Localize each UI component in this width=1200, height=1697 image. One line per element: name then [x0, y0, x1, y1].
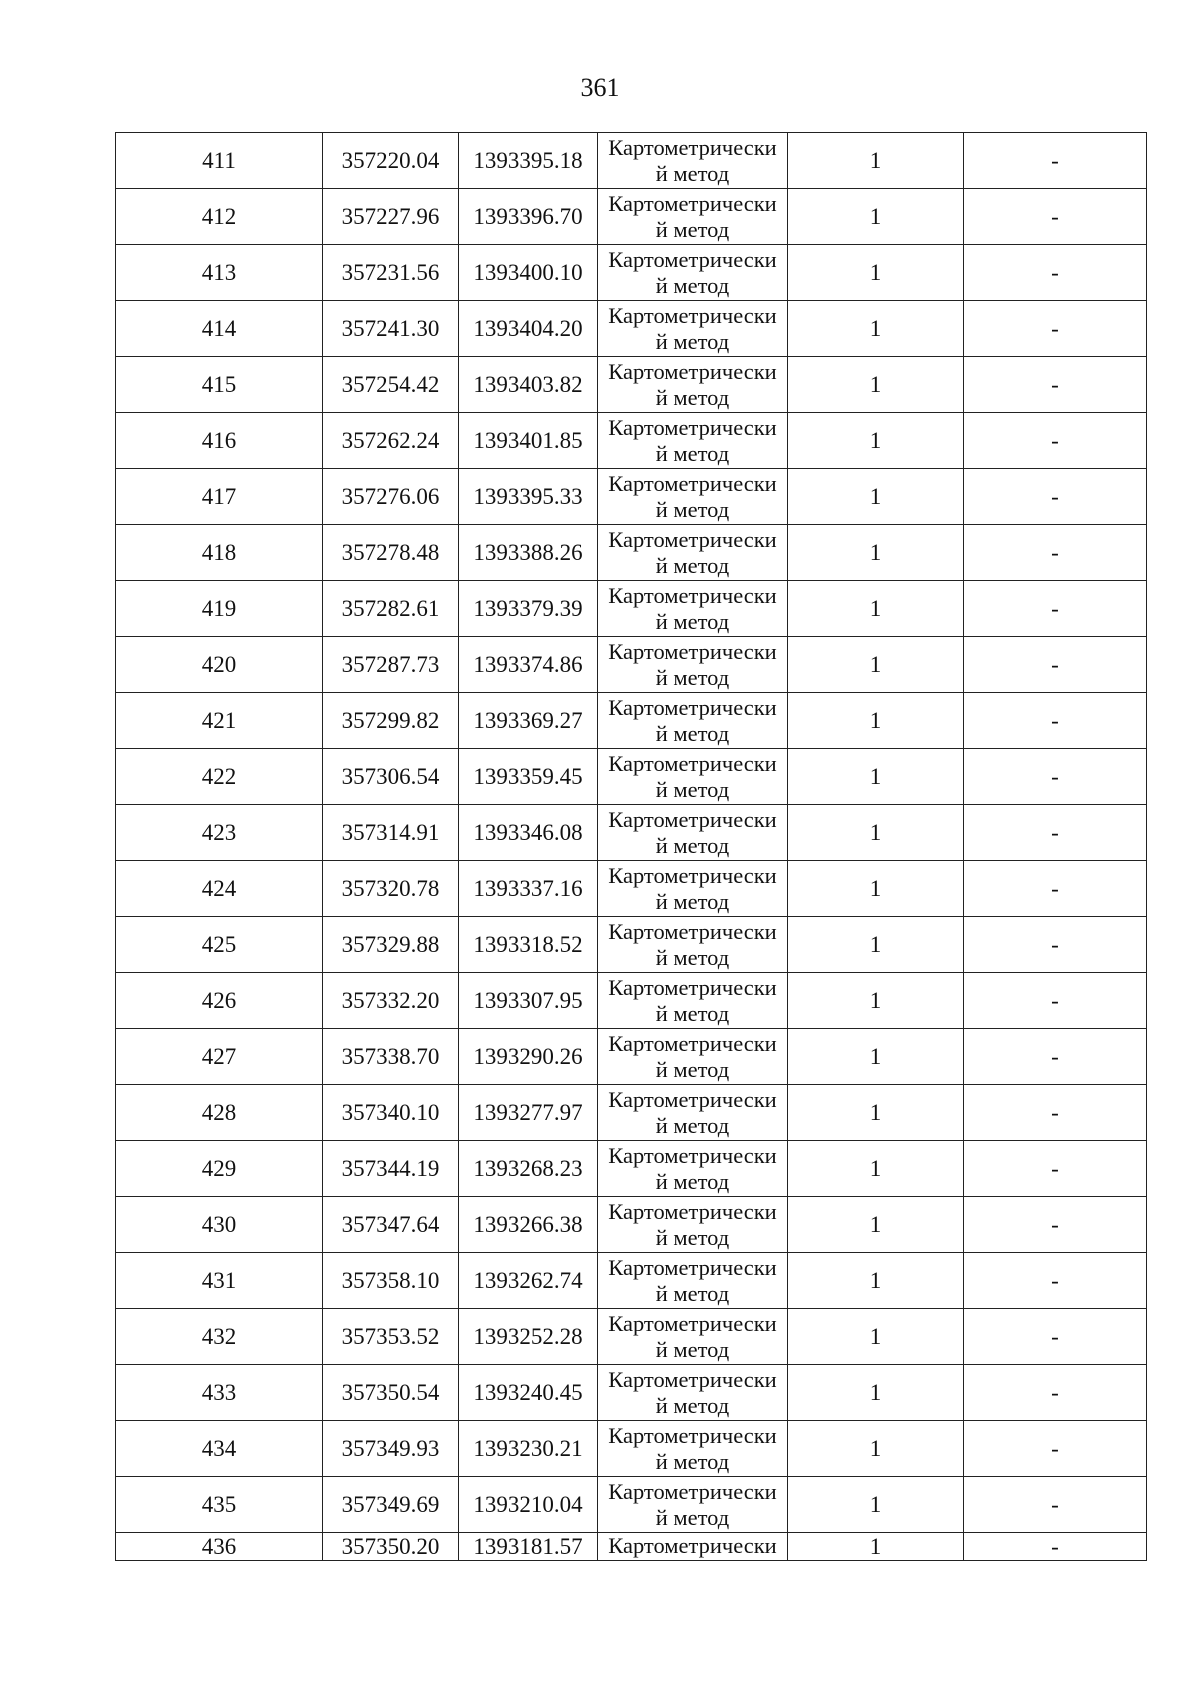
y-coordinate-cell: 1393337.16 [459, 861, 598, 917]
x-coordinate-cell: 357220.04 [323, 133, 459, 189]
note-cell: - [964, 245, 1147, 301]
method-cell [598, 133, 788, 189]
x-coordinate-cell: 357350.20 [323, 1533, 459, 1561]
point-number-cell: 429 [116, 1141, 323, 1197]
x-coordinate-cell: 357358.10 [323, 1253, 459, 1309]
point-number-cell: 434 [116, 1421, 323, 1477]
method-line-1: Картометрически [608, 414, 777, 440]
note-cell: - [964, 1533, 1147, 1561]
point-number-cell: 418 [116, 525, 323, 581]
note-cell: - [964, 749, 1147, 805]
y-coordinate-cell: 1393266.38 [459, 1197, 598, 1253]
method-cell [598, 1141, 788, 1197]
note-cell: - [964, 357, 1147, 413]
method-line-1: Картометрически [608, 190, 777, 216]
point-number-cell: 428 [116, 1085, 323, 1141]
x-coordinate-cell: 357254.42 [323, 357, 459, 413]
method-line-2: й метод [655, 1056, 730, 1082]
method-cell [598, 637, 788, 693]
method-line-2: й метод [655, 216, 730, 242]
x-coordinate-cell: 357278.48 [323, 525, 459, 581]
x-coordinate-cell: 357314.91 [323, 805, 459, 861]
x-coordinate-cell: 357350.54 [323, 1365, 459, 1421]
method-line-2: й метод [655, 272, 730, 298]
page-number: 361 [580, 73, 620, 102]
y-coordinate-cell: 1393374.86 [459, 637, 598, 693]
method-cell [598, 469, 788, 525]
point-number-cell: 436 [116, 1533, 323, 1561]
point-number-cell: 435 [116, 1477, 323, 1533]
accuracy-cell: 1 [788, 749, 964, 805]
method-line-1: Картометрически [608, 918, 777, 944]
method-line-1: Картометрически [608, 134, 777, 160]
method-cell [598, 1085, 788, 1141]
method-line-2: й метод [655, 888, 730, 914]
table-row [116, 1085, 1147, 1141]
note-cell: - [964, 973, 1147, 1029]
method-line-2: й метод [655, 832, 730, 858]
method-line-1: Картометрически [608, 750, 777, 776]
method-cell [598, 357, 788, 413]
y-coordinate-cell: 1393318.52 [459, 917, 598, 973]
accuracy-cell: 1 [788, 469, 964, 525]
table-row [116, 749, 1147, 805]
note-cell: - [964, 861, 1147, 917]
x-coordinate-cell: 357231.56 [323, 245, 459, 301]
y-coordinate-cell: 1393290.26 [459, 1029, 598, 1085]
note-cell: - [964, 133, 1147, 189]
accuracy-cell: 1 [788, 1253, 964, 1309]
table-row [116, 357, 1147, 413]
method-line-2: й метод [655, 496, 730, 522]
note-cell: - [964, 1141, 1147, 1197]
y-coordinate-cell: 1393400.10 [459, 245, 598, 301]
method-cell [598, 1253, 788, 1309]
accuracy-cell: 1 [788, 1533, 964, 1561]
method-line-1: Картометрически [608, 1422, 777, 1448]
method-cell [598, 245, 788, 301]
table-row [116, 1029, 1147, 1085]
method-line-2: й метод [655, 1280, 730, 1306]
table-row [116, 861, 1147, 917]
method-line-1: Картометрически [608, 1478, 777, 1504]
accuracy-cell: 1 [788, 1365, 964, 1421]
method-cell [598, 749, 788, 805]
y-coordinate-cell: 1393404.20 [459, 301, 598, 357]
y-coordinate-cell: 1393379.39 [459, 581, 598, 637]
x-coordinate-cell: 357282.61 [323, 581, 459, 637]
y-coordinate-cell: 1393395.18 [459, 133, 598, 189]
method-line-1: Картометрически [608, 694, 777, 720]
accuracy-cell: 1 [788, 413, 964, 469]
y-coordinate-cell: 1393230.21 [459, 1421, 598, 1477]
method-line-2: й метод [655, 1504, 730, 1530]
method-line-2: й метод [655, 160, 730, 186]
accuracy-cell: 1 [788, 133, 964, 189]
method-cell [598, 1309, 788, 1365]
table-row [116, 1309, 1147, 1365]
point-number-cell: 415 [116, 357, 323, 413]
note-cell: - [964, 1197, 1147, 1253]
accuracy-cell: 1 [788, 805, 964, 861]
point-number-cell: 432 [116, 1309, 323, 1365]
y-coordinate-cell: 1393210.04 [459, 1477, 598, 1533]
method-line-1: Картометрически [608, 1533, 777, 1558]
method-line-1: Картометрически [608, 1030, 777, 1056]
method-line-2: й метод [655, 328, 730, 354]
y-coordinate-cell: 1393252.28 [459, 1309, 598, 1365]
note-cell: - [964, 637, 1147, 693]
method-line-2: й метод [655, 1168, 730, 1194]
x-coordinate-cell: 357241.30 [323, 301, 459, 357]
accuracy-cell: 1 [788, 693, 964, 749]
method-line-2: й метод [655, 664, 730, 690]
note-cell: - [964, 1365, 1147, 1421]
method-line-2: й метод [655, 1224, 730, 1250]
coordinates-table-body [116, 133, 1147, 1561]
table-row [116, 525, 1147, 581]
x-coordinate-cell: 357338.70 [323, 1029, 459, 1085]
table-row [116, 1253, 1147, 1309]
accuracy-cell: 1 [788, 357, 964, 413]
method-line-1: Картометрически [608, 526, 777, 552]
coordinates-table [115, 132, 1147, 1561]
accuracy-cell: 1 [788, 581, 964, 637]
y-coordinate-cell: 1393369.27 [459, 693, 598, 749]
point-number-cell: 420 [116, 637, 323, 693]
point-number-cell: 423 [116, 805, 323, 861]
point-number-cell: 417 [116, 469, 323, 525]
note-cell: - [964, 189, 1147, 245]
y-coordinate-cell: 1393268.23 [459, 1141, 598, 1197]
point-number-cell: 424 [116, 861, 323, 917]
table-row [116, 1421, 1147, 1477]
point-number-cell: 416 [116, 413, 323, 469]
y-coordinate-cell: 1393240.45 [459, 1365, 598, 1421]
method-cell [598, 693, 788, 749]
note-cell: - [964, 1085, 1147, 1141]
method-line-1: Картометрически [608, 638, 777, 664]
accuracy-cell: 1 [788, 245, 964, 301]
table-row [116, 1197, 1147, 1253]
method-line-1: Картометрически [608, 1310, 777, 1336]
table-row [116, 1477, 1147, 1533]
x-coordinate-cell: 357349.69 [323, 1477, 459, 1533]
table-row [116, 637, 1147, 693]
x-coordinate-cell: 357344.19 [323, 1141, 459, 1197]
method-line-2: й метод [655, 1000, 730, 1026]
method-line-2: й метод [655, 944, 730, 970]
x-coordinate-cell: 357276.06 [323, 469, 459, 525]
accuracy-cell: 1 [788, 637, 964, 693]
method-line-2: й метод [655, 608, 730, 634]
accuracy-cell: 1 [788, 1197, 964, 1253]
x-coordinate-cell: 357332.20 [323, 973, 459, 1029]
table-row [116, 973, 1147, 1029]
note-cell: - [964, 1421, 1147, 1477]
method-cell [598, 581, 788, 637]
accuracy-cell: 1 [788, 1029, 964, 1085]
method-cell [598, 1029, 788, 1085]
y-coordinate-cell: 1393277.97 [459, 1085, 598, 1141]
point-number-cell: 413 [116, 245, 323, 301]
method-cell [598, 917, 788, 973]
x-coordinate-cell: 357299.82 [323, 693, 459, 749]
accuracy-cell: 1 [788, 1309, 964, 1365]
point-number-cell: 430 [116, 1197, 323, 1253]
accuracy-cell: 1 [788, 1085, 964, 1141]
note-cell: - [964, 581, 1147, 637]
table-row [116, 245, 1147, 301]
point-number-cell: 412 [116, 189, 323, 245]
y-coordinate-cell: 1393401.85 [459, 413, 598, 469]
y-coordinate-cell: 1393359.45 [459, 749, 598, 805]
method-line-1: Картометрически [608, 1142, 777, 1168]
note-cell: - [964, 1029, 1147, 1085]
method-cell [598, 1365, 788, 1421]
point-number-cell: 414 [116, 301, 323, 357]
y-coordinate-cell: 1393307.95 [459, 973, 598, 1029]
x-coordinate-cell: 357320.78 [323, 861, 459, 917]
note-cell: - [964, 525, 1147, 581]
y-coordinate-cell: 1393395.33 [459, 469, 598, 525]
x-coordinate-cell: 357329.88 [323, 917, 459, 973]
method-line-2: й метод [655, 720, 730, 746]
x-coordinate-cell: 357349.93 [323, 1421, 459, 1477]
note-cell: - [964, 917, 1147, 973]
method-cell [598, 525, 788, 581]
point-number-cell: 425 [116, 917, 323, 973]
table-row [116, 917, 1147, 973]
table-row [116, 805, 1147, 861]
method-line-1: Картометрически [608, 806, 777, 832]
method-line-1: Картометрически [608, 1086, 777, 1112]
method-line-2: й метод [655, 384, 730, 410]
method-cell [598, 805, 788, 861]
method-line-1: Картометрически [608, 470, 777, 496]
method-cell [598, 1477, 788, 1533]
method-line-1: Картометрически [608, 974, 777, 1000]
x-coordinate-cell: 357353.52 [323, 1309, 459, 1365]
method-cell [598, 189, 788, 245]
accuracy-cell: 1 [788, 189, 964, 245]
method-line-1: Картометрически [608, 358, 777, 384]
accuracy-cell: 1 [788, 861, 964, 917]
note-cell: - [964, 469, 1147, 525]
method-line-1: Картометрически [608, 302, 777, 328]
point-number-cell: 433 [116, 1365, 323, 1421]
table-row [116, 413, 1147, 469]
point-number-cell: 411 [116, 133, 323, 189]
table-row [116, 1365, 1147, 1421]
note-cell: - [964, 805, 1147, 861]
note-cell: - [964, 693, 1147, 749]
table-row [116, 133, 1147, 189]
accuracy-cell: 1 [788, 1141, 964, 1197]
point-number-cell: 426 [116, 973, 323, 1029]
table-row [116, 693, 1147, 749]
note-cell: - [964, 1477, 1147, 1533]
note-cell: - [964, 1309, 1147, 1365]
point-number-cell: 422 [116, 749, 323, 805]
method-line-1: Картометрически [608, 246, 777, 272]
method-cell [598, 413, 788, 469]
point-number-cell: 419 [116, 581, 323, 637]
y-coordinate-cell: 1393396.70 [459, 189, 598, 245]
x-coordinate-cell: 357340.10 [323, 1085, 459, 1141]
x-coordinate-cell: 357347.64 [323, 1197, 459, 1253]
x-coordinate-cell: 357306.54 [323, 749, 459, 805]
accuracy-cell: 1 [788, 525, 964, 581]
x-coordinate-cell: 357262.24 [323, 413, 459, 469]
method-line-2: й метод [655, 1448, 730, 1474]
method-line-1: Картометрически [608, 582, 777, 608]
method-line-1: Картометрически [608, 1366, 777, 1392]
note-cell: - [964, 413, 1147, 469]
table-row [116, 189, 1147, 245]
table-row [116, 301, 1147, 357]
accuracy-cell: 1 [788, 973, 964, 1029]
method-line-1: Картометрически [608, 862, 777, 888]
method-line-2: й метод [655, 1112, 730, 1138]
method-line-2: й метод [655, 552, 730, 578]
method-cell [598, 1533, 788, 1561]
y-coordinate-cell: 1393346.08 [459, 805, 598, 861]
method-cell [598, 973, 788, 1029]
method-cell [598, 861, 788, 917]
method-line-2: й метод [655, 776, 730, 802]
table-row [116, 469, 1147, 525]
note-cell: - [964, 1253, 1147, 1309]
method-line-2: й метод [655, 1392, 730, 1418]
y-coordinate-cell: 1393262.74 [459, 1253, 598, 1309]
method-cell [598, 301, 788, 357]
accuracy-cell: 1 [788, 917, 964, 973]
accuracy-cell: 1 [788, 1421, 964, 1477]
point-number-cell: 427 [116, 1029, 323, 1085]
y-coordinate-cell: 1393388.26 [459, 525, 598, 581]
x-coordinate-cell: 357227.96 [323, 189, 459, 245]
method-line-2: й метод [655, 440, 730, 466]
point-number-cell: 421 [116, 693, 323, 749]
table-row [116, 1533, 1147, 1561]
x-coordinate-cell: 357287.73 [323, 637, 459, 693]
method-line-2: й метод [655, 1336, 730, 1362]
y-coordinate-cell: 1393403.82 [459, 357, 598, 413]
method-cell [598, 1197, 788, 1253]
y-coordinate-cell: 1393181.57 [459, 1533, 598, 1561]
table-row [116, 581, 1147, 637]
accuracy-cell: 1 [788, 301, 964, 357]
accuracy-cell: 1 [788, 1477, 964, 1533]
table-row [116, 1141, 1147, 1197]
point-number-cell: 431 [116, 1253, 323, 1309]
method-line-1: Картометрически [608, 1198, 777, 1224]
note-cell: - [964, 301, 1147, 357]
method-cell [598, 1421, 788, 1477]
method-line-1: Картометрически [608, 1254, 777, 1280]
